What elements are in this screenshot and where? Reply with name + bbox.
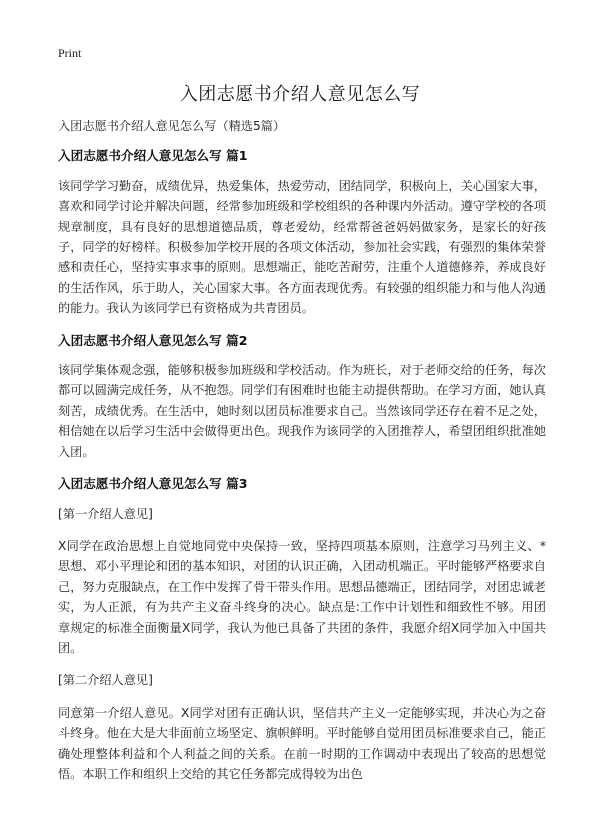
section-2: [58, 331, 546, 462]
first-introducer-label: [第一介绍人意见]: [58, 506, 153, 521]
second-introducer-opinion: 同意第一介绍人意见。X同学对团有正确认识，坚信共产主义一定能够实现，并决心为之奋斗终身。他在大是大非面前立场坚定、旗帜鲜明。平时能够自觉用团员标准要求自己，能正确处理整体利益和个人利益之间的关系。在前一时期的工作调动中表现出了较高的思想觉悟。本职工作和组织上交给的其它任务都完成得较为出色: [58, 705, 546, 781]
page-title: 入团志愿书介绍人意见怎么写: [179, 84, 421, 105]
section-paragraph: 该同学学习勤奋，成绩优异，热爱集体，热爱劳动，团结同学，积极向上，关心国家大事，喜欢和同学讨论并解决问题，经常参加班级和学校组织的各种课内外活动。遵守学校的各项规章制度，具有良好的思想道德品质，尊老爱幼，经常帮爸爸妈妈做家务，是家长的好孩子，同学的好榜样。积极参加学校开展的各项文体活动，参加社会实践，有强烈的集体荣誉感和责任心，坚持实事求事的原则。思想端正，能吃苦耐劳，注重个人道德修养，养成良好的生活作风，乐于助人，关心国家大事。各方面表现优秀。有较强的组织能力和与他人沟通的能力。我认为该同学已有资格成为共青团员。: [58, 178, 546, 316]
section-heading: 入团志愿书介绍人意见怎么写 篇3: [58, 476, 248, 492]
section-3: [58, 474, 546, 784]
section-heading: 入团志愿书介绍人意见怎么写 篇1: [58, 148, 248, 164]
section-1: [58, 146, 546, 318]
section-heading: 入团志愿书介绍人意见怎么写 篇2: [58, 332, 248, 348]
document-body: [58, 116, 546, 796]
second-introducer-label: [第二介绍人意见]: [58, 673, 153, 688]
print-label: Print: [58, 46, 82, 60]
first-introducer-opinion: X同学在政治思想上自觉地同党中央保持一致，坚持四项基本原则，注意学习马列主义、*思想、邓小平理论和团的基本知识，对团的认识正确，入团动机端正。平时能够严格要求自己，努力克服缺点，在工作中发挥了骨干带头作用。思想品德端正，团结同学，对团忠诚老实，为人正派，有为共产主义奋斗终身的决心。缺点是:工作中计划性和细致性不够。用团章规定的标准全面衡量X同学，我认为他已具备了共团的条件，我愿介绍X同学加入中国共团。: [58, 538, 546, 655]
section-paragraph: 该同学集体观念强，能够积极参加班级和学校活动。作为班长，对于老师交给的任务，每次都可以圆满完成任务，从不抱怨。同学们有困难时也能主动提供帮助。在学习方面，她认真刻苦，成绩优秀。在生活中，她时刻以团员标准要求自己。当然该同学还存在着不足之处，相信她在以后学习生活中会做得更出色。现我作为该同学的入团推荐人，希望团组织批准她入团。: [58, 363, 546, 459]
document-subtitle: 入团志愿书介绍人意见怎么写（精选5篇）: [58, 119, 286, 133]
